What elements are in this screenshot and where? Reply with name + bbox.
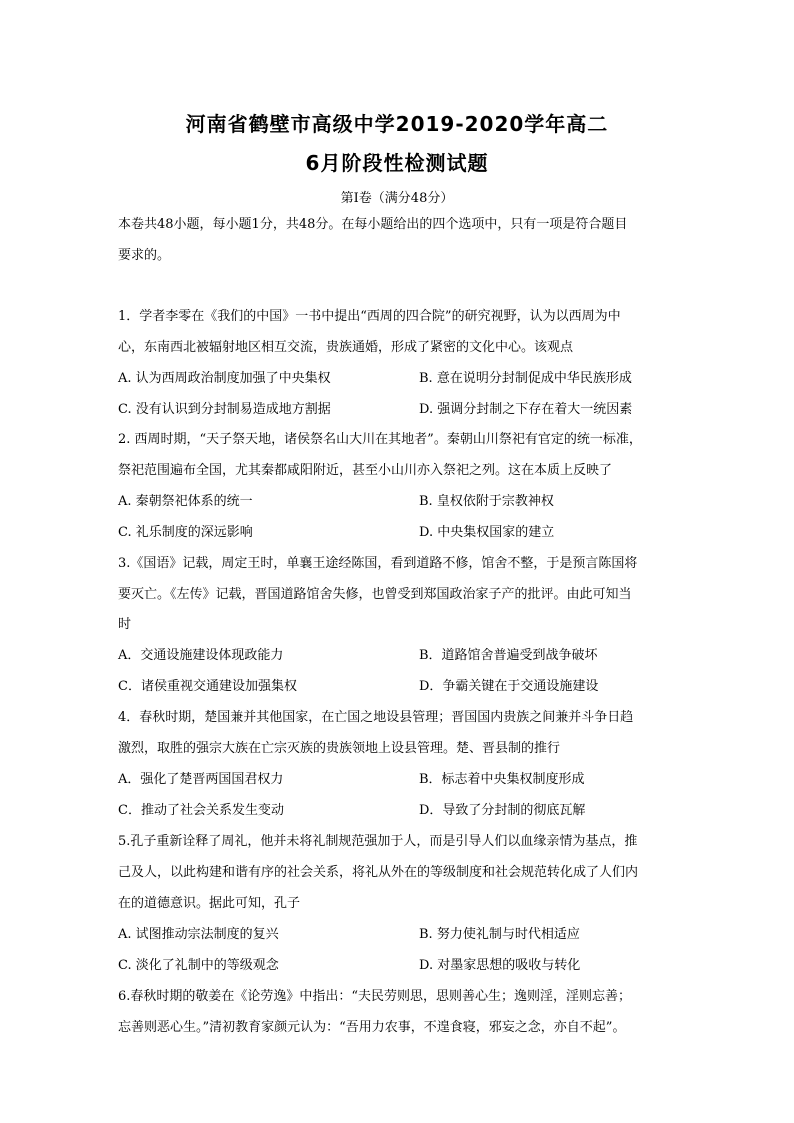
question-4-option-d: D．导致了分封制的彻底瓦解 — [419, 803, 586, 818]
question-6-stem: 6.春秋时期的敬姜在《论劳逸》中指出：“夫民劳则思，思则善心生；逸则淫，淫则忘善； — [118, 989, 632, 1004]
question-1-option-d: D. 强调分封制之下存在着大一统因素 — [419, 402, 633, 417]
instructions-line: 要求的。 — [118, 248, 171, 263]
question-2-option-d: D. 中央集权国家的建立 — [419, 525, 555, 540]
question-1-option-c: C. 没有认识到分封制易造成地方割据 — [118, 402, 331, 417]
question-5-option-d: D. 对墨家思想的吸收与转化 — [419, 958, 581, 973]
question-1-option-a: A. 认为西周政治制度加强了中央集权 — [118, 371, 331, 386]
question-4-option-a: A．强化了楚晋两国国君权力 — [118, 772, 284, 787]
question-5-stem: 己及人，以此构建和谐有序的社会关系，将礼从外在的等级制度和社会规范转化成了人们内 — [118, 865, 639, 880]
question-3-stem: 3.《国语》记载，周定王时，单襄王途经陈国，看到道路不修，馆舍不整，于是预言陈国将 — [118, 556, 638, 571]
question-2-option-a: A. 秦朝祭祀体系的统一 — [118, 494, 253, 509]
question-5-stem: 5.孔子重新诠释了周礼，他并未将礼制规范强加于人，而是引导人们以血缘亲情为基点，推 — [118, 834, 638, 849]
instructions-line: 本卷共48小题，每小题1分，共48分。在每小题给出的四个选项中，只有一项是符合题目 — [118, 217, 628, 232]
question-4-stem: 4．春秋时期，楚国兼并其他国家，在亡国之地设县管理；晋国国内贵族之间兼并斗争日趋 — [118, 710, 634, 725]
question-3-stem: 时 — [118, 617, 132, 632]
question-3-stem: 要灭亡。《左传》记载，晋国道路馆舍失修，也曾受到郑国政治家子产的批评。由此可知当 — [118, 587, 632, 602]
question-4-stem: 激烈，取胜的强宗大族在亡宗灭族的贵族领地上设县管理。楚、晋县制的推行 — [118, 741, 561, 756]
exam-subtitle: 6月阶段性检测试题 — [305, 151, 489, 175]
question-3-option-b: B．道路馆舍普遍受到战争破坏 — [419, 648, 598, 663]
question-2-stem: 祭祀范围遍布全国，尤其秦都咸阳附近，甚至小山川亦入祭祀之列。这在本质上反映了 — [118, 463, 613, 478]
exam-title: 河南省鹤壁市高级中学2019-2020学年高二 — [185, 112, 609, 136]
question-2-option-c: C. 礼乐制度的深远影响 — [118, 525, 253, 540]
question-5-option-b: B. 努力使礼制与时代相适应 — [419, 927, 580, 942]
question-1-stem: 心，东南西北被辐射地区相互交流，贵族通婚，形成了紧密的文化中心。该观点 — [118, 340, 574, 355]
question-3-option-d: D．争霸关键在于交通设施建设 — [419, 679, 599, 694]
question-1-stem: 1．学者李零在《我们的中国》一书中提出“西周的四合院”的研究视野，认为以西周为中 — [118, 309, 621, 324]
question-3-option-c: C．诸侯重视交通建设加强集权 — [118, 679, 297, 694]
question-4-option-b: B．标志着中央集权制度形成 — [419, 772, 585, 787]
question-6-stem: 忘善则恶心生。”清初教育家颜元认为：“吾用力农事，不遑食寝，邪妄之念，亦自不起”。 — [118, 1020, 626, 1035]
section-heading: 第Ⅰ卷（满分48分） — [340, 191, 454, 206]
question-5-option-c: C. 淡化了礼制中的等级观念 — [118, 958, 279, 973]
question-3-option-a: A．交通设施建设体现政能力 — [118, 648, 284, 663]
question-5-stem: 在的道德意识。据此可知，孔子 — [118, 896, 301, 911]
question-1-option-b: B. 意在说明分封制促成中华民族形成 — [419, 371, 632, 386]
question-5-option-a: A. 试图推动宗法制度的复兴 — [118, 927, 279, 942]
question-2-stem: 2. 西周时期，“天子祭天地，诸侯祭名山大川在其地者”。秦朝山川祭祀有官定的统一标准， — [118, 432, 642, 447]
question-4-option-c: C．推动了社会关系发生变动 — [118, 803, 284, 818]
question-2-option-b: B. 皇权依附于宗教神权 — [419, 494, 554, 509]
